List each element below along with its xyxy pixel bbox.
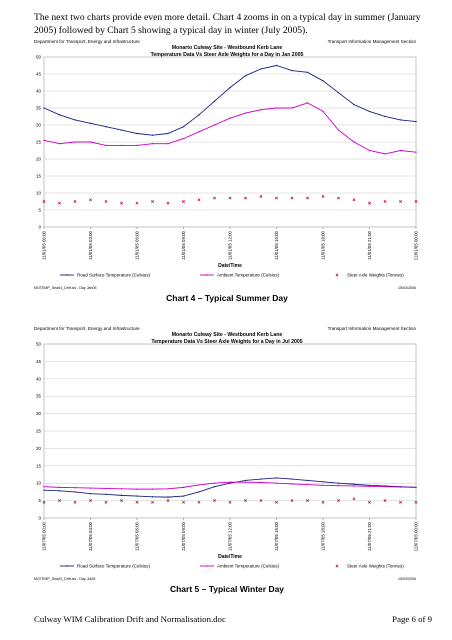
road-temperature-point	[136, 133, 137, 134]
ambient-temperature-point	[136, 488, 137, 489]
ambient-temperature-point	[307, 484, 308, 485]
chart-date-label: 15/03/2006	[398, 286, 416, 290]
road-temperature-point	[229, 87, 230, 88]
ambient-temperature-point	[291, 107, 292, 108]
chart-file-label: MOTEMP_Sea04_Drift.xls - Day Jan05	[34, 286, 97, 290]
road-temperature-point	[291, 70, 292, 71]
ambient-temperature-point	[198, 484, 199, 485]
chart-file-label: MOTEMP_Sea04_Drift.xls - Day Jul05	[34, 577, 96, 581]
legend-marker	[66, 565, 68, 567]
y-tick-label: 40	[35, 88, 41, 94]
ambient-temperature-point	[167, 488, 168, 489]
chart-4	[30, 39, 424, 303]
road-temperature-point	[90, 123, 91, 124]
ambient-temperature-point	[338, 129, 339, 130]
road-temperature-point	[74, 491, 75, 492]
legend-marker	[206, 274, 208, 276]
road-temperature-point	[136, 495, 137, 496]
ambient-temperature-point	[260, 109, 261, 110]
road-temperature-point	[183, 495, 184, 496]
x-tick-label: 11/07/05 15:00	[274, 522, 279, 551]
road-temperature-point	[322, 80, 323, 81]
ambient-temperature-point	[152, 143, 153, 144]
y-tick-label: 45	[35, 71, 41, 77]
legend-label: Ambient Temperature (Celsius)	[217, 272, 279, 278]
road-temperature-point	[59, 490, 60, 491]
ambient-temperature-point	[198, 131, 199, 132]
chart-date-label: 15/03/2006	[398, 577, 416, 581]
ambient-temperature-point	[415, 487, 416, 488]
x-tick-label: 11/07/05 06:00	[134, 522, 140, 551]
ambient-temperature-point	[90, 141, 91, 142]
chart-footer	[30, 285, 424, 293]
department-label: Department for Transport, Energy and Infrastructure	[34, 326, 140, 331]
y-tick-label: 20	[35, 156, 41, 162]
ambient-temperature-point	[384, 153, 385, 154]
ambient-temperature-point	[245, 481, 246, 482]
y-tick-label: 25	[35, 428, 41, 434]
chart-titles	[30, 332, 424, 346]
road-temperature-point	[90, 493, 91, 494]
chart-site-title: Monarto Culway Site - Westbound Kerb Lane	[171, 332, 283, 338]
x-tick-label: 11/01/05 18:00	[320, 231, 326, 260]
y-tick-label: 0	[38, 224, 41, 230]
y-tick-label: 50	[35, 54, 41, 60]
y-tick-label: 5	[38, 498, 41, 504]
ambient-temperature-point	[384, 486, 385, 487]
x-tick-label: 12/01/05 00:00	[413, 231, 419, 261]
section-label: Transport Information Management Section	[327, 39, 416, 44]
ambient-temperature-point	[121, 145, 122, 146]
road-temperature-point	[167, 133, 168, 134]
chart-subtitle: Temperature Data Vs Steer Axle Weights for a Day in Jan 2005	[150, 52, 304, 58]
road-temperature-point	[276, 65, 277, 66]
road-temperature-point	[260, 68, 261, 69]
chart-site-title: Monarto Culway Site - Westbound Kerb Lane	[171, 45, 283, 51]
ambient-temperature-point	[369, 150, 370, 151]
road-temperature-point	[260, 478, 261, 479]
x-tick-label: 11/01/05 00:00	[41, 231, 47, 260]
road-temperature-point	[307, 480, 308, 481]
road-temperature-point	[353, 104, 354, 105]
x-tick-label: 11/01/05 12:00	[227, 231, 233, 260]
chart-4-caption: Chart 4 – Typical Summer Day	[166, 293, 288, 303]
chart-5	[30, 326, 424, 594]
x-tick-label: 11/07/05 18:00	[320, 522, 326, 551]
ambient-temperature-point	[276, 483, 277, 484]
ambient-temperature-point	[152, 488, 153, 489]
ambient-temperature-point	[322, 111, 323, 112]
road-temperature-point	[74, 119, 75, 120]
ambient-temperature-point	[291, 483, 292, 484]
chart-5-caption: Chart 5 – Typical Winter Day	[169, 584, 285, 594]
legend-marker	[66, 274, 68, 276]
ambient-temperature-point	[136, 145, 137, 146]
chart-4-plot	[30, 53, 424, 285]
road-temperature-point	[384, 116, 385, 117]
x-axis-title: Date/Time	[218, 554, 242, 560]
ambient-temperature-point	[183, 138, 184, 139]
road-temperature-point	[183, 126, 184, 127]
section-label: Transport Information Management Section	[327, 326, 416, 331]
road-temperature-point	[198, 114, 199, 115]
ambient-temperature-point	[214, 483, 215, 484]
ambient-temperature-point	[59, 487, 60, 488]
ambient-temperature-point	[167, 143, 168, 144]
chart-subtitle: Temperature Data Vs Steer Axle Weights for a Day in Jul 2005	[151, 339, 303, 345]
x-tick-label: 11/01/05 15:00	[274, 231, 279, 260]
y-tick-label: 30	[35, 411, 41, 417]
x-tick-label: 11/07/05 12:00	[227, 522, 233, 551]
document-filename: Culway WIM Calibration Drift and Normalisation.doc	[34, 614, 226, 624]
page-number: Page 6 of 9	[392, 614, 432, 624]
ambient-temperature-point	[229, 481, 230, 482]
road-temperature-point	[152, 135, 153, 136]
road-temperature-point	[369, 111, 370, 112]
road-temperature-point	[338, 92, 339, 93]
ambient-temperature-point	[353, 485, 354, 486]
ambient-temperature-point	[229, 118, 230, 119]
y-tick-label: 0	[38, 515, 41, 521]
ambient-temperature-point	[400, 150, 401, 151]
road-temperature-point	[214, 486, 215, 487]
road-temperature-point	[121, 129, 122, 130]
chart-5-plot	[30, 340, 424, 576]
y-tick-label: 15	[35, 173, 41, 179]
x-tick-label: 11/01/05 03:00	[88, 231, 93, 260]
x-axis-title: Date/Time	[218, 263, 242, 269]
road-temperature-point	[121, 495, 122, 496]
ambient-temperature-point	[90, 487, 91, 488]
legend-label: Ambient Temperature (Celsius)	[217, 563, 279, 569]
road-temperature-point	[43, 107, 44, 108]
road-temperature-point	[105, 494, 106, 495]
road-temperature-point	[105, 126, 106, 127]
department-label: Department for Transport, Energy and Infrastructure	[34, 39, 140, 44]
legend-label: Road Surface Temperature (Celsius)	[77, 563, 150, 569]
y-tick-label: 10	[35, 190, 41, 196]
intro-paragraph: The next two charts provide even more detail. Chart 4 zooms in on a typical day in summer (January 2005) followed by Chart 5 showing a typical day in winter (July 2005).	[34, 12, 421, 36]
ambient-temperature-point	[43, 140, 44, 141]
ambient-temperature-point	[338, 485, 339, 486]
road-temperature-point	[276, 477, 277, 478]
x-tick-label: 11/01/05 09:00	[181, 231, 186, 260]
legend-marker	[206, 565, 208, 567]
road-temperature-point	[338, 483, 339, 484]
y-tick-label: 30	[35, 122, 41, 128]
road-temperature-point	[245, 75, 246, 76]
road-temperature-point	[400, 119, 401, 120]
road-temperature-point	[198, 491, 199, 492]
road-temperature-point	[245, 480, 246, 481]
y-tick-label: 10	[35, 480, 41, 486]
ambient-temperature-point	[183, 487, 184, 488]
ambient-temperature-point	[74, 487, 75, 488]
ambient-temperature-point	[121, 488, 122, 489]
road-temperature-point	[307, 72, 308, 73]
ambient-temperature-point	[43, 486, 44, 487]
ambient-temperature-point	[276, 107, 277, 108]
road-temperature-point	[152, 496, 153, 497]
legend-label: Road Surface Temperature (Celsius)	[77, 272, 150, 278]
ambient-temperature-point	[74, 141, 75, 142]
y-tick-label: 25	[35, 139, 41, 145]
x-tick-label: 12/07/05 00:00	[413, 522, 419, 552]
road-temperature-point	[43, 489, 44, 490]
y-tick-label: 35	[35, 393, 41, 399]
x-tick-label: 11/07/05 00:00	[41, 522, 47, 551]
ambient-temperature-point	[369, 486, 370, 487]
chart-titles	[30, 45, 424, 59]
y-tick-label: 45	[35, 358, 41, 364]
road-temperature-point	[291, 478, 292, 479]
x-tick-label: 11/07/05 21:00	[367, 522, 372, 551]
y-tick-label: 5	[38, 207, 41, 213]
chart-footer	[30, 576, 424, 584]
road-temperature-point	[167, 496, 168, 497]
x-tick-label: 11/01/05 21:00	[367, 231, 372, 260]
road-temperature-point	[59, 114, 60, 115]
road-temperature-point	[415, 121, 416, 122]
x-tick-label: 11/07/05 03:00	[88, 522, 93, 551]
ambient-temperature-point	[322, 485, 323, 486]
ambient-temperature-point	[260, 482, 261, 483]
ambient-temperature-point	[400, 486, 401, 487]
x-tick-label: 11/07/05 09:00	[181, 522, 186, 551]
y-tick-label: 50	[35, 341, 41, 347]
ambient-temperature-point	[105, 145, 106, 146]
ambient-temperature-point	[415, 152, 416, 153]
ambient-temperature-point	[214, 124, 215, 125]
ambient-temperature-point	[105, 488, 106, 489]
ambient-temperature-point	[245, 112, 246, 113]
x-tick-label: 11/01/05 06:00	[134, 231, 140, 260]
ambient-temperature-point	[353, 141, 354, 142]
y-tick-label: 35	[35, 105, 41, 111]
y-tick-label: 15	[35, 463, 41, 469]
road-temperature-point	[322, 481, 323, 482]
legend-label: Steer Axle Weights (Tonnes)	[347, 272, 404, 278]
y-tick-label: 40	[35, 376, 41, 382]
road-temperature-point	[214, 101, 215, 102]
y-tick-label: 20	[35, 445, 41, 451]
road-temperature-point	[353, 484, 354, 485]
ambient-temperature-point	[307, 102, 308, 103]
legend-label: Steer Axle Weights (Tonnes)	[347, 563, 404, 569]
ambient-temperature-point	[59, 143, 60, 144]
